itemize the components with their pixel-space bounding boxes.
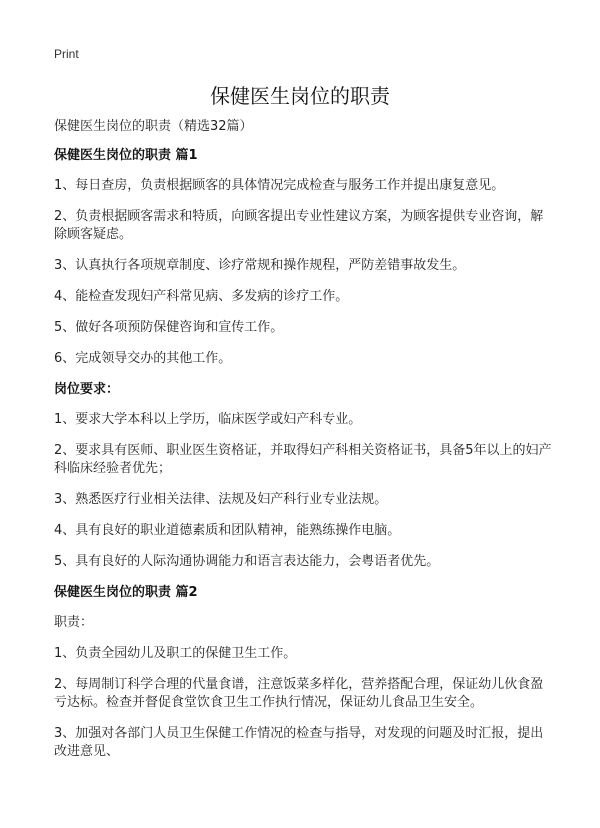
document-title: 保健医生岗位的职责 bbox=[210, 84, 390, 108]
requirement-item: 4、具有良好的职业道德素质和团队精神，能熟练操作电脑。 bbox=[54, 523, 401, 538]
print-label[interactable]: Print bbox=[54, 47, 79, 61]
section-heading-2: 保健医生岗位的职责 篇2 bbox=[54, 585, 198, 600]
section-heading-1: 保健医生岗位的职责 篇1 bbox=[54, 148, 198, 163]
document-content bbox=[54, 118, 554, 774]
duty-item: 2、负责根据顾客需求和特质，向顾客提出专业性建议方案，为顾客提供专业咨询，解除顾客疑虑。 bbox=[54, 209, 544, 242]
duty-item: 6、完成领导交办的其他工作。 bbox=[54, 351, 232, 366]
duty-item: 3、认真执行各项规章制度、诊疗常规和操作规程，严防差错事故发生。 bbox=[54, 258, 466, 273]
duty-item: 1、负责全园幼儿及职工的保健卫生工作。 bbox=[54, 646, 297, 661]
duty-item: 1、每日查房，负责根据顾客的具体情况完成检查与服务工作并提出康复意见。 bbox=[54, 178, 505, 193]
document-subtitle: 保健医生岗位的职责（精选32篇） bbox=[54, 119, 253, 134]
duty-item: 3、加强对各部门人员卫生保健工作情况的检查与指导，对发现的问题及时汇报，提出改进意见、 bbox=[54, 726, 544, 759]
requirement-item: 1、要求大学本科以上学历，临床医学或妇产科专业。 bbox=[54, 412, 362, 427]
requirement-item: 5、具有良好的人际沟通协调能力和语言表达能力，会粤语者优先。 bbox=[54, 554, 440, 569]
duty-item: 4、能检查发现妇产科常见病、多发病的诊疗工作。 bbox=[54, 289, 349, 304]
requirement-item: 2、要求具有医师、职业医生资格证，并取得妇产科相关资格证书，具备5年以上的妇产科临床经验者优先； bbox=[54, 443, 552, 476]
requirements-heading: 岗位要求： bbox=[54, 382, 120, 397]
section-intro: 职责： bbox=[54, 615, 94, 630]
requirement-item: 3、熟悉医疗行业相关法律、法规及妇产科行业专业法规。 bbox=[54, 492, 388, 507]
duty-item: 5、做好各项预防保健咨询和宣传工作。 bbox=[54, 320, 284, 335]
duty-item: 2、每周制订科学合理的代量食谱，注意饭菜多样化，营养搭配合理，保证幼儿伙食盈亏达标。检查并督促食堂饮食卫生工作执行情况，保证幼儿食品卫生安全。 bbox=[54, 677, 544, 710]
